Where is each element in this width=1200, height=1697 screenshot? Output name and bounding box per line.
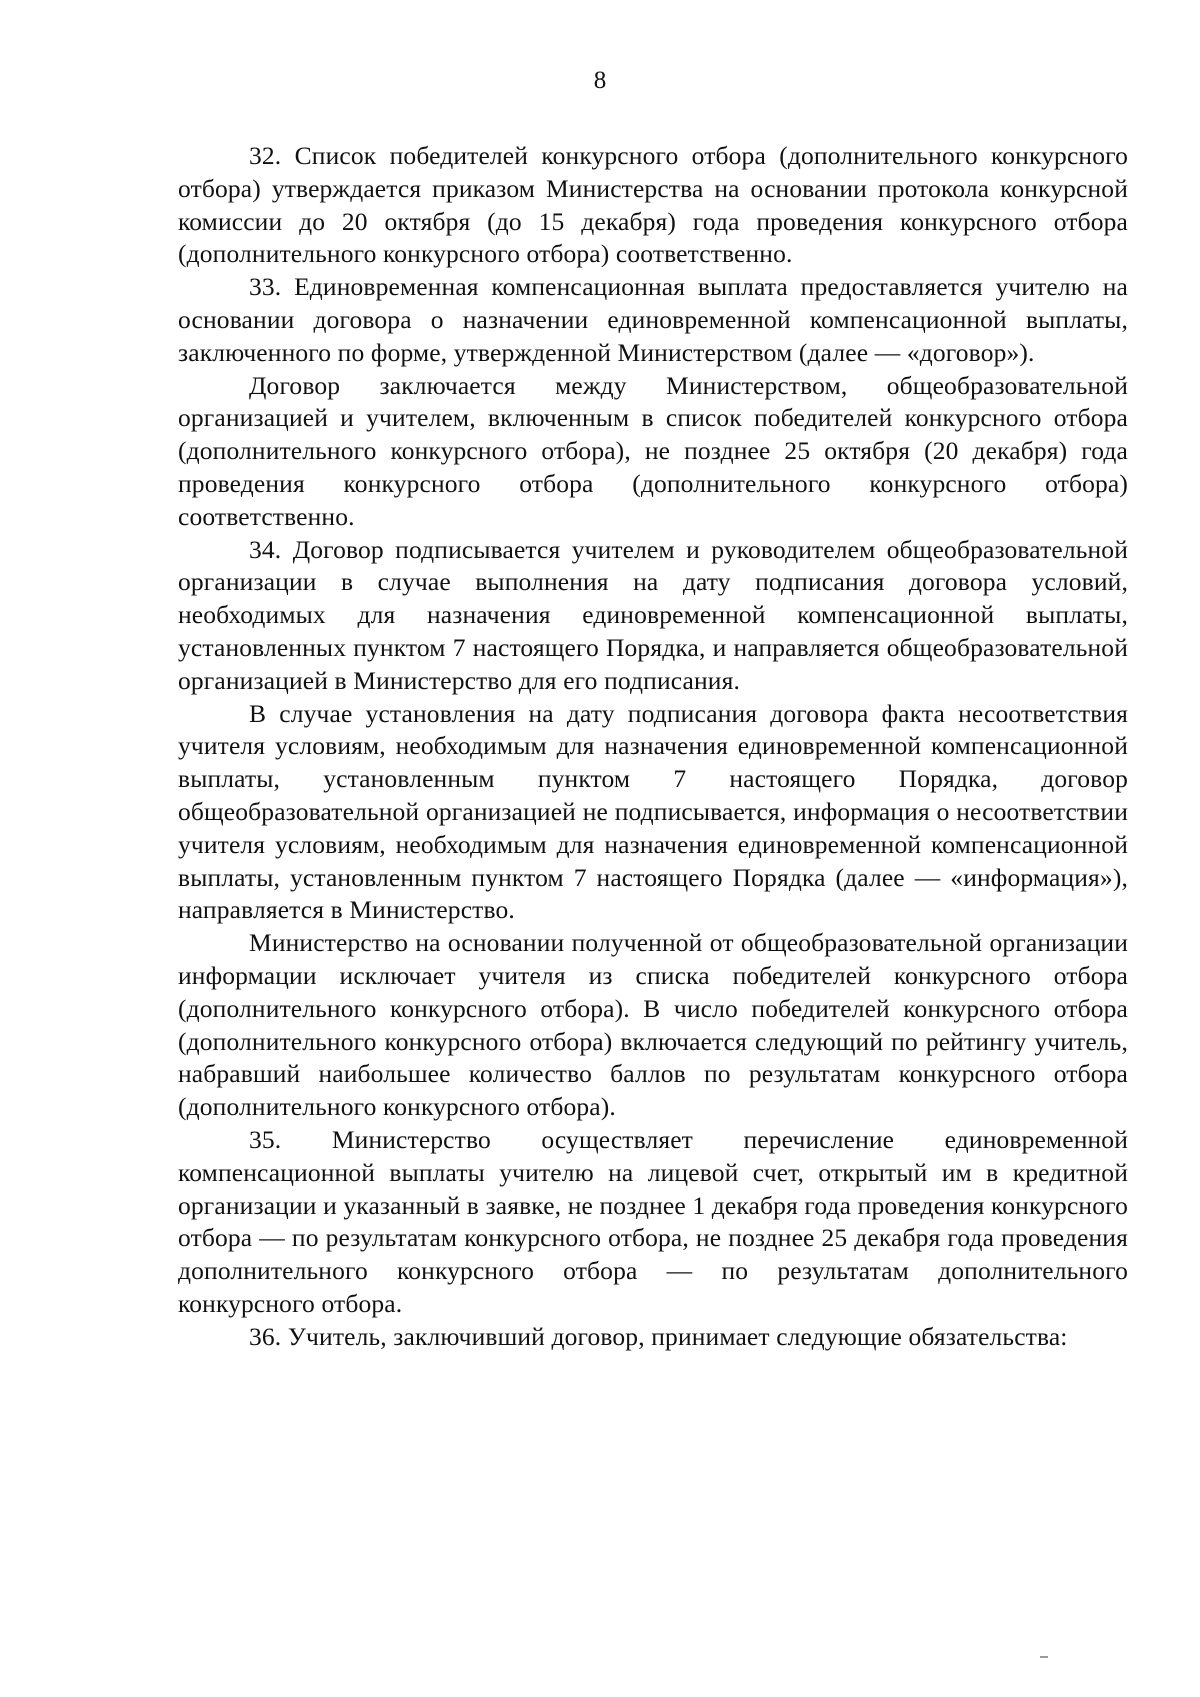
scan-artifact-mark [1040,1656,1048,1658]
page-number: 8 [593,67,607,94]
paragraph-34: 34. Договор подписывается учителем и руководителем общеобразовательной организации в случае выполнения на дату подписания договора условий, необходимых для назначения единовременной компенсационной выплаты, установленных пунктом 7 настоящего Порядка, и направляется общеобразовательной организацией в Министерство для его подписания. [178,534,1128,695]
paragraph-35: 35. Министерство осуществляет перечисление единовременной компенсационной выплаты учителю на лицевой счет, открытый им в кредитной организации и указанный в заявке, не позднее 1 декабря года проведения конкурсного отбора — по результатам конкурсного отбора, не позднее 25 декабря года проведения дополнительного конкурсного отбора — по результатам дополнительного конкурсного отбора. [178,1124,1128,1318]
paragraph-36: 36. Учитель, заключивший договор, принимает следующие обязательства: [249,1321,1068,1351]
paragraph-32: 32. Список победителей конкурсного отбора (дополнительного конкурсного отбора) утверждается приказом Министерства на основании протокола конкурсной комиссии до 20 октября (до 15 декабря) года проведения конкурсного отбора (дополнительного конкурсного отбора) соответственно. [178,141,1128,269]
document-body [178,140,1128,1353]
paragraph-34-mismatch: В случае установления на дату подписания договора факта несоответствия учителя условиям, необходимым для назначения единовременной компенсационной выплаты, установленным пунктом 7 настоящего Порядка, договор общеобразовательной организацией не подписывается, информация о несоответствии учителя условиям, необходимым для назначения единовременной компенсационной выплаты, установленным пунктом 7 настоящего Порядка (далее — «информация»), направляется в Министерство. [178,698,1128,925]
paragraph-34-exclusion: Министерство на основании полученной от общеобразовательной организации информации исключает учителя из списка победителей конкурсного отбора (дополнительного конкурсного отбора). В число победителей конкурсного отбора (дополнительного конкурсного отбора) включается следующий по рейтингу учитель, набравший наибольшее количество баллов по результатам конкурсного отбора (дополнительного конкурсного отбора). [178,928,1128,1122]
paragraph-33: 33. Единовременная компенсационная выплата предоставляется учителю на основании договора о назначении единовременной компенсационной выплаты, заключенного по форме, утвержденной Министерством (далее — «договор»). [178,272,1128,367]
paragraph-33-contract: Договор заключается между Министерством, общеобразовательной организацией и учителем, включенным в список победителей конкурсного отбора (дополнительного конкурсного отбора), не позднее 25 октября (20 декабря) года проведения конкурсного отбора (дополнительного конкурсного отбора) соответственно. [178,370,1128,531]
